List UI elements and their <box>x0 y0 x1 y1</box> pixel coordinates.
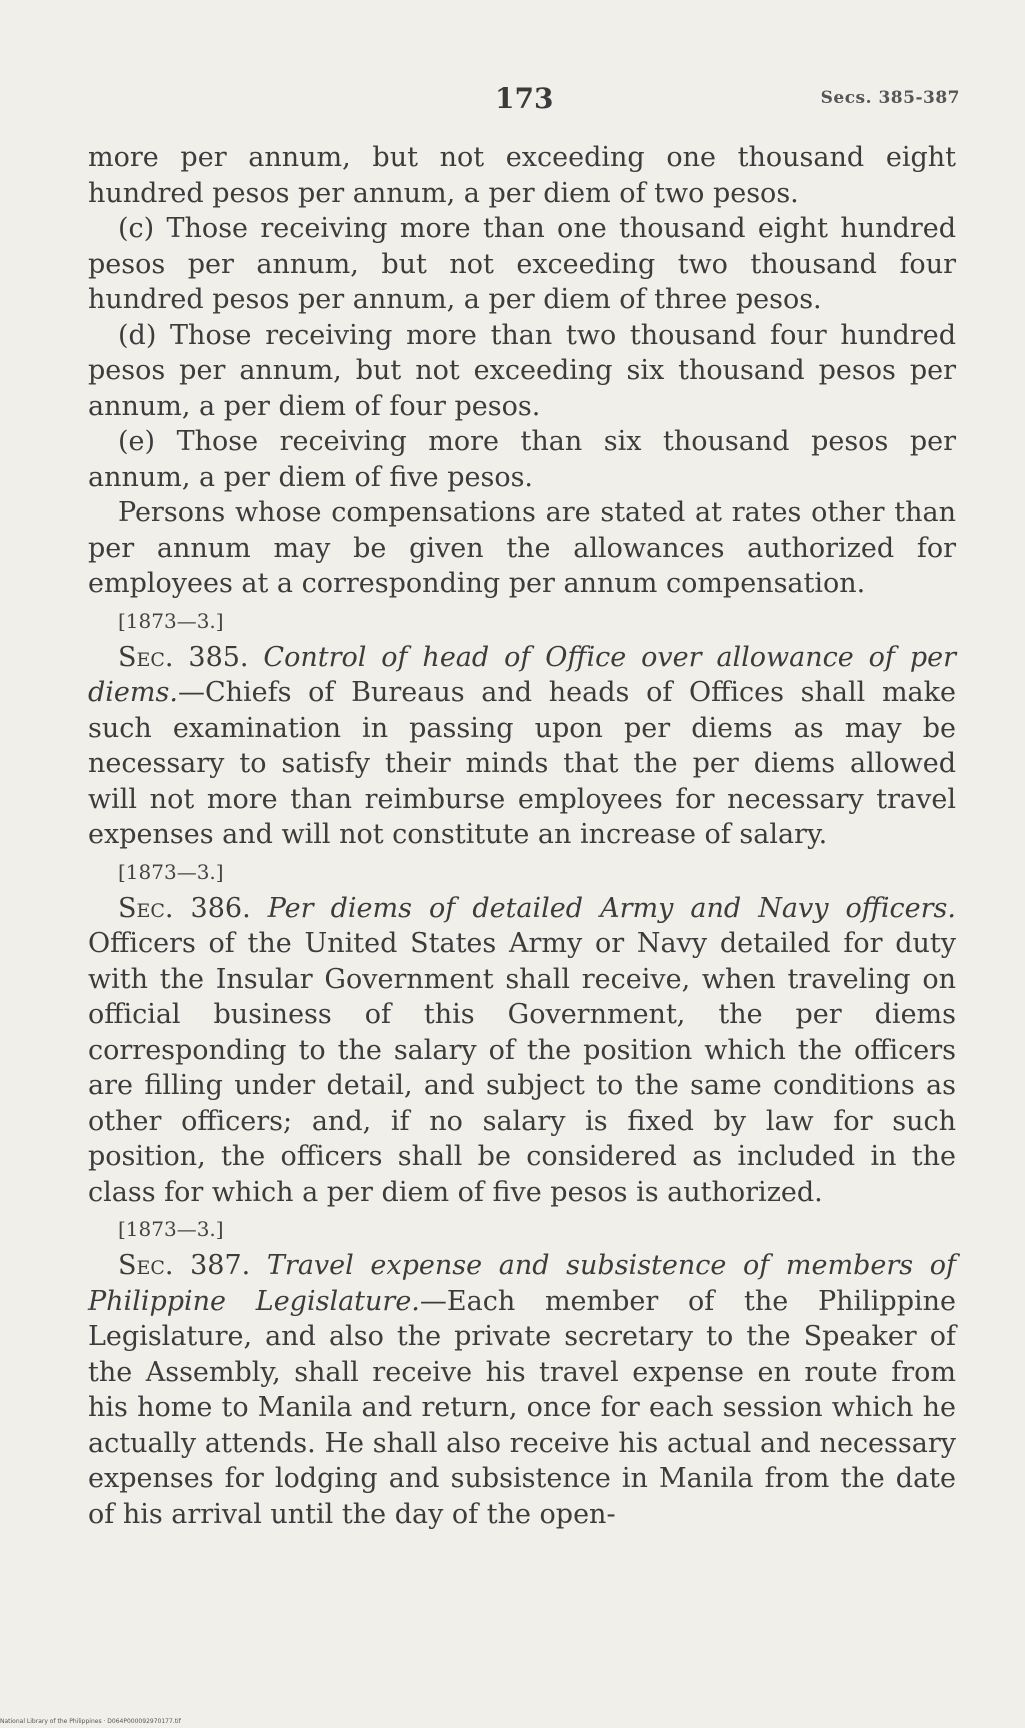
page-number: 173 <box>495 82 554 115</box>
section-text: Officers of the United States Army or Navy detailed for duty with the Insular Government shall receive, when traveling on official business of this Government, the per diems corresponding to the salary of the position which the officers are filling under detail, and subject to the same conditions as other officers; and, if no salary is fixed by law for such position, the officers shall be considered as included in the class for which a per diem of five pesos is authorized. <box>88 928 956 1208</box>
paragraph-rates-other: Persons whose compensations are stated at rates other than per annum may be given the allowances authorized for employees at a corresponding per annum compensation. <box>88 497 956 599</box>
citation: [1873—3.] <box>118 1217 224 1241</box>
paragraph-item-d: (d) Those receiving more than two thousand four hundred pesos per annum, but not exceeding six thousand pesos per annum, a per diem of four pesos. <box>88 319 956 422</box>
section-heading: Per diems of detailed Army and Navy officers. <box>267 892 956 924</box>
section-label: Sec. 387. <box>118 1250 251 1281</box>
section-label: Sec. 385. <box>118 641 249 673</box>
section-label: Sec. 386. <box>118 892 251 924</box>
section-text: —Each member of the Philippine Legislature, and also the private secretary to the Speaker of the Assembly, shall receive his travel expense en route from his home to Manila and return, once for each session which he actually attends. He shall also receive his actual and necessary expenses for lodging and subsistence in Manila from the date of his arrival until the day of the open- <box>88 1285 956 1530</box>
paragraph-item-e: (e) Those receiving more than six thousand pesos per annum, a per diem of five pesos. <box>88 426 956 493</box>
paragraph-item-c: (c) Those receiving more than one thousand eight hundred pesos per annum, but not exceeding two thousand four hundred pesos per annum, a per diem of three pesos. <box>88 213 956 315</box>
citation: [1873—3.] <box>118 608 224 633</box>
section-reference: Secs. 385-387 <box>820 88 960 108</box>
section-heading: Travel expense and subsistence of members of Philippine Legislature. <box>88 1250 956 1317</box>
paragraph-continued: more per annum, but not exceeding one thousand eight hundred pesos per annum, a per diem of two pesos. <box>88 142 956 209</box>
citation: [1873—3.] <box>118 859 224 884</box>
section-387 <box>88 1248 956 1532</box>
page-body <box>88 140 956 1532</box>
section-386 <box>88 891 956 1211</box>
section-385 <box>88 640 956 853</box>
section-heading: Control of head of Office over allowance of per diems. <box>88 641 956 708</box>
scan-source-footer: National Library of the Philippines · D064P000092970177.tif <box>0 1718 181 1725</box>
section-text: —Chiefs of Bureaus and heads of Offices shall make such examination in passing upon per diems as may be necessary to satisfy their minds that the per diems allowed will not more than reimburse employees for necessary travel expenses and will not constitute an increase of salary. <box>88 677 956 850</box>
page-header <box>90 82 960 116</box>
